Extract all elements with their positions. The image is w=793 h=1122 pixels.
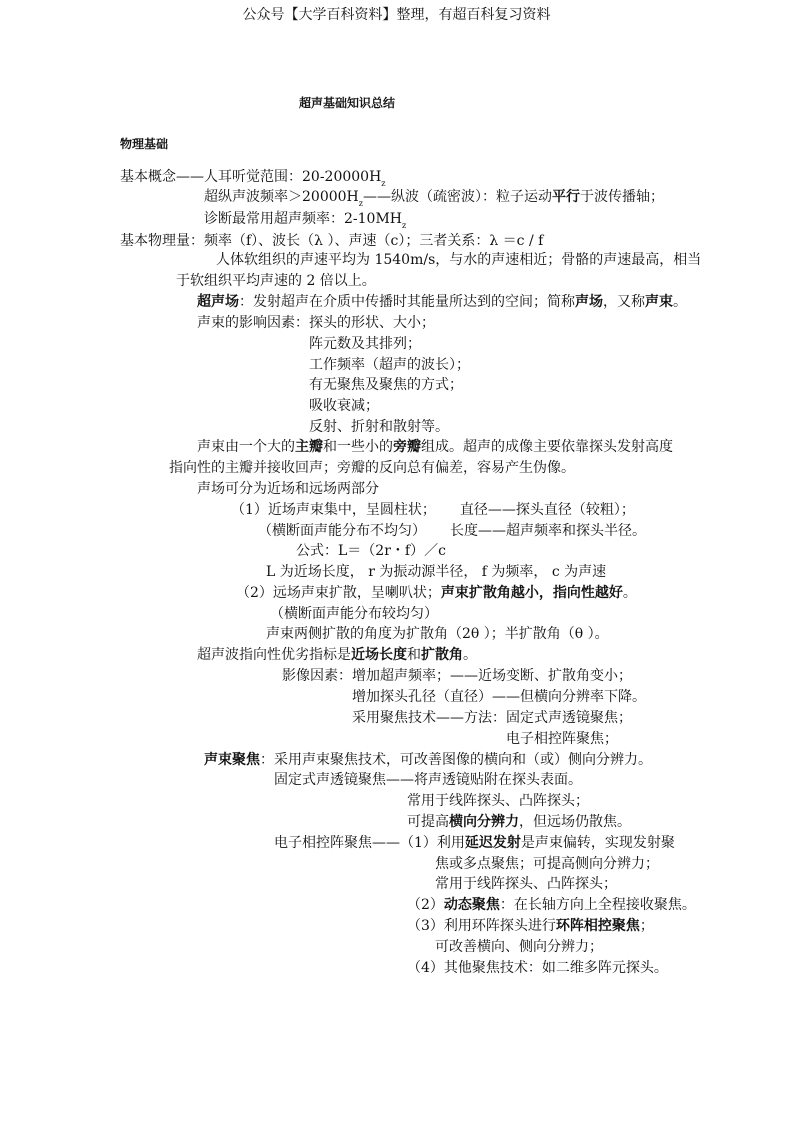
text-line xyxy=(176,272,376,290)
text-segment: 超声波指向性优劣指标是 xyxy=(197,647,351,663)
text-line xyxy=(266,625,609,643)
text-line xyxy=(274,771,582,789)
text-segment: 指向性的主瓣并接收回声；旁瓣的反向总有偏差，容易产生伪像。 xyxy=(169,460,575,476)
text-line xyxy=(407,813,631,831)
bold-term: 横向分辨力 xyxy=(449,814,519,830)
text-line xyxy=(296,542,446,560)
text-line xyxy=(309,397,379,415)
text-segment: 吸收衰减； xyxy=(309,398,379,414)
text-segment: 和 xyxy=(407,647,421,663)
text-segment: 。 xyxy=(673,294,687,310)
text-line xyxy=(407,792,589,810)
text-line xyxy=(309,356,470,374)
text-segment: 声场可分为近场和远场两部分 xyxy=(197,481,379,497)
text-segment: （2） xyxy=(407,897,444,913)
bold-term: 环阵相控聚焦 xyxy=(555,918,640,934)
text-segment: ——纵波（疏密波）：粒子运动 xyxy=(362,189,552,205)
subscript: z xyxy=(381,179,386,188)
text-segment: 工作频率（超声的波长）； xyxy=(309,357,470,373)
text-segment: ，但远场仍散焦。 xyxy=(519,814,631,830)
text-line xyxy=(204,188,664,206)
section-heading: 物理基础 xyxy=(120,137,169,151)
bold-term: 扩散角 xyxy=(421,647,463,663)
text-line xyxy=(407,917,654,935)
text-segment: 声束由一个大的 xyxy=(197,439,295,455)
bold-term: 近场长度 xyxy=(351,647,407,663)
text-line xyxy=(197,480,379,498)
text-segment: （横断面声能分布较均匀） xyxy=(270,606,438,622)
text-line xyxy=(120,168,386,186)
text-segment: ：发射超声在介质中传播时其能量所达到的空间；简称 xyxy=(239,294,575,310)
text-line xyxy=(204,210,406,228)
text-segment: 常用于线阵探头、凸阵探头； xyxy=(435,876,617,892)
text-line xyxy=(197,646,477,664)
text-segment: 。 xyxy=(463,647,477,663)
text-line xyxy=(204,751,652,769)
bold-term: 声束 xyxy=(645,294,673,310)
text-segment: 组成。超声的成像主要依靠探头发射高度 xyxy=(421,439,673,455)
text-segment: ，又称 xyxy=(603,294,645,310)
text-segment: L 为近场长度， r 为振动源半径， f 为频率， c 为声速 xyxy=(266,564,607,580)
text-line xyxy=(352,688,646,706)
text-segment: 反射、折射和散射等。 xyxy=(309,419,449,435)
text-segment: 可提高 xyxy=(407,814,449,830)
text-line xyxy=(266,563,606,581)
text-segment: 声束两侧扩散的角度为扩散角（2θ ）；半扩散角（θ ）。 xyxy=(266,626,609,642)
text-line xyxy=(120,232,543,250)
subscript: z xyxy=(402,221,407,230)
text-segment: 采用聚焦技术——方法：固定式声透镜聚焦； xyxy=(352,710,632,726)
text-line xyxy=(236,584,637,602)
text-line xyxy=(197,314,435,332)
text-segment: 于波传播轴； xyxy=(579,189,664,205)
text-line xyxy=(309,335,421,353)
text-segment: 长度——超声频率和探头半径。 xyxy=(450,523,646,539)
text-segment: 超纵声波频率＞20000H xyxy=(204,189,359,205)
text-segment: ：采用声束聚焦技术，可改善图像的横向和（或）侧向分辨力。 xyxy=(260,752,652,768)
text-line xyxy=(309,376,463,394)
text-line xyxy=(258,522,646,540)
text-line xyxy=(435,938,603,956)
text-line xyxy=(197,293,687,311)
bold-term: 平行 xyxy=(551,189,580,205)
subscript: z xyxy=(358,199,363,208)
text-segment: 阵元数及其排列； xyxy=(309,336,421,352)
text-line xyxy=(407,959,668,977)
bold-term: 声束扩散角越小，指向性越好 xyxy=(440,585,623,601)
text-line xyxy=(309,418,449,436)
document-title: 超声基础知识总结 xyxy=(299,96,396,110)
text-segment: 增加探头孔径（直径）——但横向分辨率下降。 xyxy=(352,689,646,705)
text-segment: 人体软组织的声速平均为 1540m/s，与水的声速相近；骨骼的声速最高，相当 xyxy=(216,252,702,268)
text-segment: （1）近场声束集中，呈圆柱状； xyxy=(231,502,436,518)
text-segment: 电子相控阵聚焦——（1）利用 xyxy=(274,835,465,851)
text-line xyxy=(216,251,701,269)
bold-term: 主瓣 xyxy=(295,439,323,455)
text-segment: 影像因素：增加超声频率；——近场变断、扩散角变小； xyxy=(282,668,632,684)
text-line xyxy=(435,855,659,873)
text-segment: 直径——探头直径（较粗）； xyxy=(459,502,635,518)
text-segment: ：在长轴方向上全程接收聚焦。 xyxy=(499,897,696,913)
text-line xyxy=(282,667,632,685)
text-line xyxy=(435,875,617,893)
text-segment: 是声束偏转，实现发射聚 xyxy=(520,835,675,851)
bold-term: 声场 xyxy=(575,294,603,310)
bold-term: 延迟发射 xyxy=(464,835,521,851)
text-segment: 基本概念——人耳听觉范围：20-20000H xyxy=(120,169,382,185)
bold-term: 声束聚焦 xyxy=(204,752,260,768)
text-segment: 和一些小的 xyxy=(323,439,393,455)
text-segment: 声束的影响因素：探头的形状、大小； xyxy=(197,315,435,331)
text-segment: （横断面声能分布不均匀） xyxy=(258,523,426,539)
text-line xyxy=(352,709,632,727)
text-line xyxy=(197,438,673,456)
text-line xyxy=(274,834,675,852)
text-segment: （2）远场声束扩散，呈喇叭状； xyxy=(236,585,441,601)
bold-term: 旁瓣 xyxy=(393,439,421,455)
text-segment: 可改善横向、侧向分辨力； xyxy=(435,939,603,955)
text-line xyxy=(169,459,575,477)
text-segment: 于软组织平均声速的 2 倍以上。 xyxy=(176,273,376,289)
text-segment: （3）利用环阵探头进行 xyxy=(407,918,556,934)
text-segment: 电子相控阵聚焦； xyxy=(506,731,618,747)
text-segment: 公式：L＝（2r・f）／c xyxy=(296,543,446,559)
text-segment: 。 xyxy=(622,585,637,601)
text-segment: 焦或多点聚焦；可提高侧向分辨力； xyxy=(435,856,659,872)
text-segment: （4）其他聚焦技术：如二维多阵元探头。 xyxy=(407,960,668,976)
bold-term: 动态聚焦 xyxy=(443,897,500,913)
bold-term: 超声场 xyxy=(197,294,239,310)
text-segment: 有无聚焦及聚焦的方式； xyxy=(309,377,463,393)
text-line xyxy=(407,896,696,914)
text-segment: 诊断最常用超声频率：2-10MH xyxy=(204,211,402,227)
text-segment: 固定式声透镜聚焦——将声透镜贴附在探头表面。 xyxy=(274,772,582,788)
text-segment: 基本物理量：频率（f）、波长（λ ）、声速（c）；三者关系：λ ＝c / f xyxy=(120,233,544,249)
text-segment: ； xyxy=(639,918,654,934)
text-segment: 常用于线阵探头、凸阵探头； xyxy=(407,793,589,809)
text-line xyxy=(231,501,635,519)
page-header: 公众号【大学百科资料】整理，有超百科复习资料 xyxy=(242,7,551,23)
text-line xyxy=(270,605,438,623)
text-line xyxy=(506,730,618,748)
